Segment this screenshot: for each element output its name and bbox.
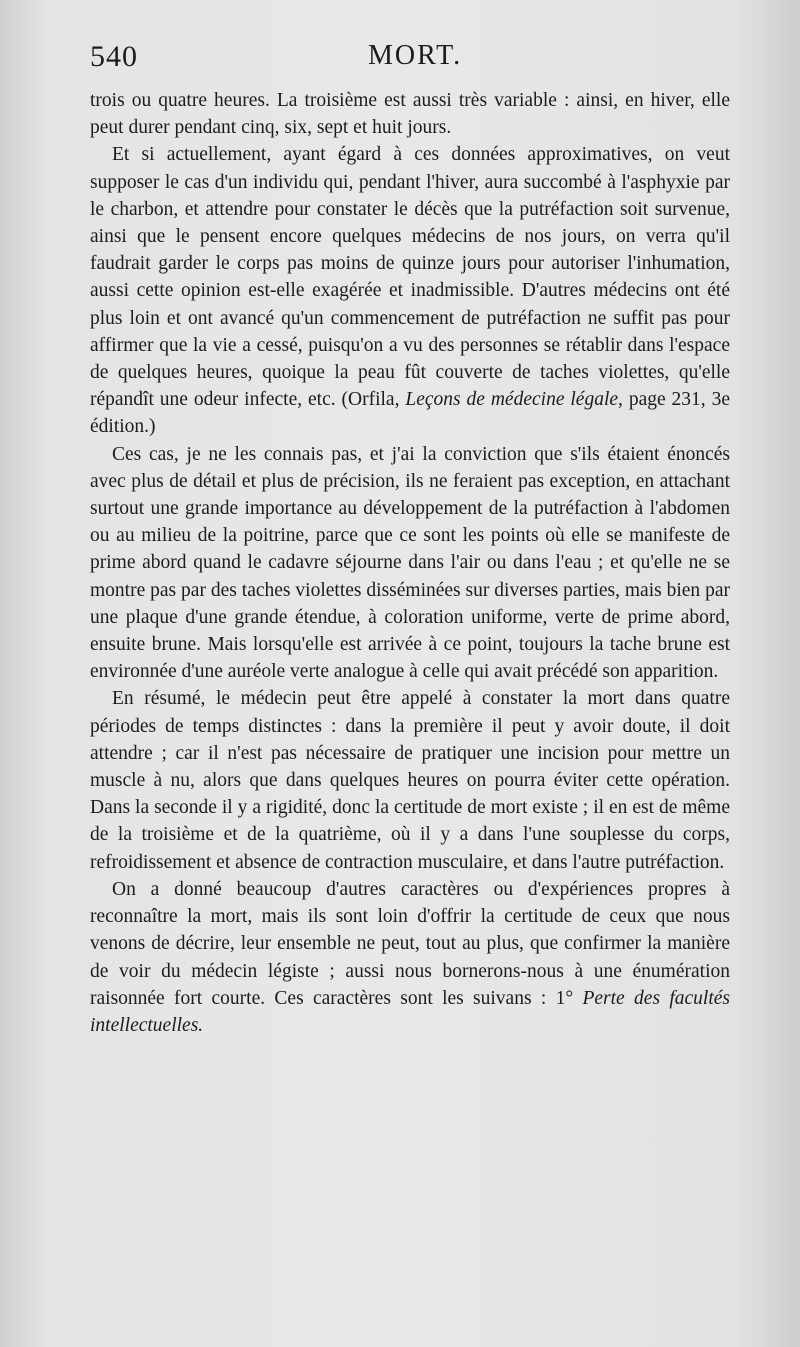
paragraph-approximations [90, 141, 730, 440]
running-title: MORT. [368, 40, 463, 71]
page-number: 540 [90, 40, 138, 73]
paragraph-continuation: trois ou quatre heures. La troisième est aussi très variable : ainsi, en hiver, elle peut durer pendant cinq, six, sept et huit jours. [90, 90, 730, 139]
paragraph-text: Et si actuellement, ayant égard à ces données approximatives, on veut supposer le cas d'un individu qui, pendant l'hiver, aura succombé à l'asphyxie par le charbon, et attendre pour constater le décès que la putréfaction soit survenue, ainsi que le pensent encore quelques médecins de nos jours, on verra qu'il faudrait garder le corps pas moins de quinze jours pour autoriser l'inhumation, aussi cette opinion est-elle exagérée et inadmissible. D'autres médecins ont été plus loin et ont avancé qu'un commencement de putréfaction ne suffit pas pour affirmer que la vie a cessé, puisqu'on a vu des personnes se rétablir dans l'espace de quelques heures, quoique la peau fût couverte de taches violettes, qu'elle répandît une odeur infecte, etc. (Orfila, [90, 144, 730, 411]
citation-title: Leçons de médecine légale [405, 389, 619, 411]
italic-term: Perte des facultés intellectuelles. [90, 987, 730, 1036]
body-text [90, 87, 730, 1039]
paragraph-characters [90, 876, 730, 1039]
paragraph-text: On a donné beaucoup d'autres caractères ou d'expériences propres à reconnaître la mort, mais ils sont loin d'offrir la certitude de ceux que nous venons de décrire, leur ensemble ne peut, tout au plus, que confirmer la manière de voir du médecin légiste ; aussi nous bornerons-nous à une énumération raisonnée fort courte. Ces caractères sont les suivans : 1° [90, 878, 730, 1009]
paragraph-text: , page 231, 3e édition.) [90, 389, 730, 438]
page-header [90, 38, 730, 78]
paragraph-cases: Ces cas, je ne les connais pas, et j'ai la conviction que s'ils étaient énoncés avec plus de détail et plus de précision, ils ne feraient pas exception, en attachant surtout une grande importance au développement de la putréfaction à l'abdomen ou au milieu de la poitrine, parce que ce sont les points où elle se manifeste de prime abord quand le cadavre séjourne dans l'air ou dans l'eau ; et qu'elle ne se montre pas par des taches violettes disséminées sur diverses parties, mais bien par une plaque d'une grande étendue, à coloration uniforme, verte de prime abord, ensuite brune. Mais lorsqu'elle est arrivée à ce point, toujours la tache brune est environnée d'une auréole verte analogue à celle qui avait précédé son apparition. [90, 443, 730, 683]
paragraph-summary: En résumé, le médecin peut être appelé à constater la mort dans quatre périodes de temps distinctes : dans la première il peut y avoir doute, il doit attendre ; car il n'est pas nécessaire de pratiquer une incision pour mettre un muscle à nu, alors que dans quelques heures on pourra éviter cette opération. Dans la seconde il y a rigidité, donc la certitude de mort existe ; il en est de même de la troisième et de la quatrième, où il y a dans l'une souplesse du corps, refroidissement et absence de contraction musculaire, et dans l'autre putréfaction. [90, 688, 730, 873]
